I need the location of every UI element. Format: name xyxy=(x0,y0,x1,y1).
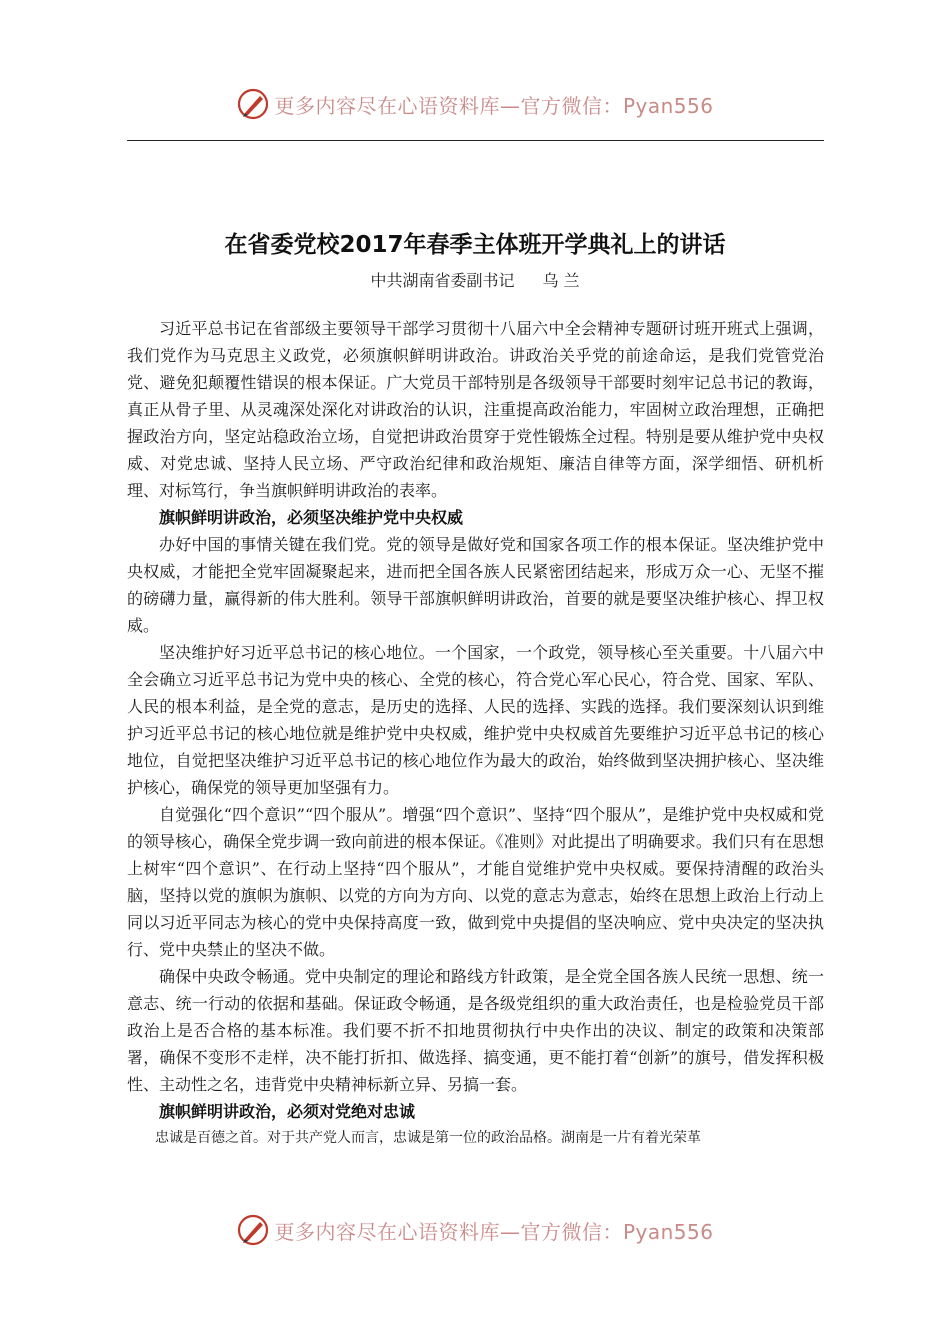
section-heading: 旗帜鲜明讲政治，必须坚决维护党中央权威 xyxy=(159,508,464,527)
author-role: 中共湖南省委副书记 xyxy=(370,271,515,290)
body-paragraph: 习近平总书记在省部级主要领导干部学习贯彻十八届六中全会精神专题研讨班开班式上强调，我们党作为马克思主义政党，必须旗帜鲜明讲政治。讲政治关乎党的前途命运，是我们党管党治党、避免犯颠覆性错误的根本保证。广大党员干部特别是各级领导干部要时刻牢记总书记的教诲，真正从骨子里、从灵魂深处深化对讲政治的认识，注重提高政治能力，牢固树立政治理想，正确把握政治方向，坚定站稳政治立场，自觉把讲政治贯穿于党性锻炼全过程。特别是要从维护党中央权威、对党忠诚、坚持人民立场、严守政治纪律和政治规矩、廉洁自律等方面，深学细悟、研机析理、对标笃行，争当旗帜鲜明讲政治的表率。 xyxy=(127,319,824,500)
footer-banner-text: 更多内容尽在心语资料库—官方微信：Pyan556 xyxy=(274,1219,714,1244)
pen-logo-icon xyxy=(236,87,270,121)
body-paragraph: 坚决维护好习近平总书记的核心地位。一个国家，一个政党，领导核心至关重要。十八届六中全会确立习近平总书记为党中央的核心、全党的核心，符合党心军心民心，符合党、国家、军队、人民的根本利益，是全党的意志，是历史的选择、人民的选择、实践的选择。我们要深刻认识到维护习近平总书记的核心地位就是维护党中央权威，维护党中央权威首先要维护习近平总书记的核心地位，自觉把坚决维护习近平总书记的核心地位作为最大的政治，始终做到坚决拥护核心、坚决维护核心，确保党的领导更加坚强有力。 xyxy=(127,643,824,797)
document-title: 在省委党校2017年春季主体班开学典礼上的讲话 xyxy=(224,232,726,258)
pen-logo-icon xyxy=(236,1213,270,1247)
document-body xyxy=(127,315,824,1152)
body-paragraph: 忠诚是百德之首。对于共产党人而言，忠诚是第一位的政治品格。湖南是一片有着光荣革 xyxy=(155,1130,701,1146)
section-heading: 旗帜鲜明讲政治，必须对党绝对忠诚 xyxy=(159,1102,416,1121)
document-byline xyxy=(0,268,950,291)
footer-watermark-banner xyxy=(0,1210,950,1250)
body-paragraph: 办好中国的事情关键在我们党。党的领导是做好党和国家各项工作的根本保证。坚决维护党中央权威，才能把全党牢固凝聚起来，进而把全国各族人民紧密团结起来，形成万众一心、无坚不摧的磅礴力量，赢得新的伟大胜利。领导干部旗帜鲜明讲政治，首要的就是要坚决维护核心、捍卫权威。 xyxy=(127,535,824,635)
body-paragraph: 自觉强化“四个意识”“四个服从”。增强“四个意识”、坚持“四个服从”，是维护党中央权威和党的领导核心，确保全党步调一致向前进的根本保证。《准则》对此提出了明确要求。我们只有在思想上树牢“四个意识”、在行动上坚持“四个服从”，才能自觉维护党中央权威。要保持清醒的政治头脑，坚持以党的旗帜为旗帜、以党的方向为方向、以党的意志为意志，始终在思想上政治上行动上同以习近平同志为核心的党中央保持高度一致，做到党中央提倡的坚决响应、党中央决定的坚决执行、党中央禁止的坚决不做。 xyxy=(127,805,824,959)
body-paragraph: 确保中央政令畅通。党中央制定的理论和路线方针政策，是全党全国各族人民统一思想、统一意志、统一行动的依据和基础。保证政令畅通，是各级党组织的重大政治责任，也是检验党员干部政治上是否合格的基本标准。我们要不折不扣地贯彻执行中央作出的决议、制定的政策和决策部署，确保不变形不走样，决不能打折扣、做选择、搞变通，更不能打着“创新”的旗号，借发挥积极性、主动性之名，违背党中央精神标新立异、另搞一套。 xyxy=(127,967,824,1094)
header-divider xyxy=(127,140,824,141)
header-watermark-banner xyxy=(0,84,950,124)
header-banner-text: 更多内容尽在心语资料库—官方微信：Pyan556 xyxy=(274,93,714,118)
author-name: 乌 兰 xyxy=(542,271,580,290)
